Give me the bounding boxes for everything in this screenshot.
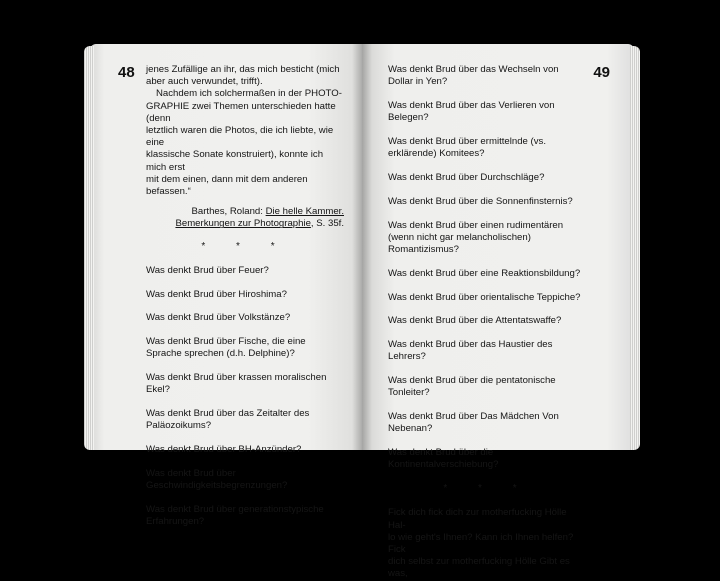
quote-line: jenes Zufällige an ihr, das mich besticht (mich	[146, 64, 340, 75]
quote-line: letztlich waren die Photos, die ich liebte, wie eine	[146, 125, 334, 149]
quote-line: klassische Sonate konstruiert), konnte ich mich erst	[146, 149, 324, 173]
question: Was denkt Brud über das Wechseln von Dollar in Yen?	[388, 64, 559, 88]
quote-line: Nachdem ich solchermaßen in der PHOTO-	[156, 88, 342, 100]
page-number-left: 48	[118, 64, 135, 81]
page-edges-right	[630, 46, 640, 450]
section-separator: * * *	[201, 240, 289, 252]
closing-paragraph	[388, 507, 586, 580]
page-number-right: 49	[593, 64, 610, 81]
closing-line: Fick dich fick dich zur motherfucking Hölle Hal-	[388, 507, 567, 531]
question: Was denkt Brud über ermittelnde (vs. erklärende) Komitees?	[388, 136, 547, 160]
citation-author: Barthes, Roland:	[191, 206, 266, 218]
closing-line: lo wie geht's Ihnen? Kann ich Ihnen helfen? Fick	[388, 531, 574, 555]
question: Was denkt Brud über das Verlieren von Belegen?	[388, 100, 555, 124]
question: Was denkt Brud über die Kontinentalverschiebung?	[388, 447, 499, 471]
book-gutter	[352, 44, 372, 450]
question: Was denkt Brud über die pentatonische Tonleiter?	[388, 375, 556, 399]
citation-subtitle: Bemerkungen zur Photographie	[175, 218, 311, 230]
question: Was denkt Brud über Hiroshima?	[146, 288, 287, 300]
question: Was denkt Brud über einen rudimentären (wenn nicht gar melancholischen) Romantizismus?	[388, 219, 564, 255]
quote-line: mit dem einen, dann mit dem anderen befassen.“	[146, 173, 308, 198]
quote-line: aber auch verwundet, trifft).	[146, 76, 263, 88]
right-page-text	[388, 64, 586, 581]
question: Was denkt Brud über Durchschläge?	[388, 172, 545, 183]
question: Was denkt Brud über das Haustier des Lehrers?	[388, 339, 553, 363]
open-book	[90, 44, 634, 580]
question: Was denkt Brud über Feuer?	[146, 264, 269, 276]
citation-title: Die helle Kammer.	[265, 206, 344, 218]
question: Was denkt Brud über das Zeitalter des Paläozoikums?	[146, 408, 310, 432]
question: Was denkt Brud über eine Reaktionsbildung?	[388, 267, 581, 279]
question: Was denkt Brud über die Attentatswaffe?	[388, 315, 562, 327]
question: Was denkt Brud über Geschwindigkeitsbegrenzungen?	[146, 468, 288, 492]
question: Was denkt Brud über generationstypische Erfahrungen?	[146, 504, 324, 528]
quote-line: GRAPHIE zwei Themen unterschieden hatte (denn	[146, 100, 336, 124]
section-separator: * * *	[443, 483, 531, 495]
question: Was denkt Brud über Das Mädchen Von Nebenan?	[388, 411, 559, 435]
question: Was denkt Brud über BH-Anzünder?	[146, 444, 302, 456]
citation-pages: , S. 35f.	[310, 218, 344, 230]
question: Was denkt Brud über orientalische Teppiche?	[388, 291, 581, 303]
citation	[146, 206, 344, 230]
page-edges-left	[84, 46, 94, 450]
quote-block	[146, 64, 344, 198]
question: Was denkt Brud über krassen moralischen Ekel?	[146, 372, 327, 396]
right-page	[362, 44, 634, 580]
closing-line: dich selbst zur motherfucking Hölle Gibt es was,	[388, 556, 570, 580]
question: Was denkt Brud über Volkstänze?	[146, 312, 291, 324]
left-page	[90, 44, 362, 528]
left-page-text	[146, 64, 344, 540]
question: Was denkt Brud über die Sonnenfinsternis?	[388, 195, 573, 207]
question: Was denkt Brud über Fische, die eine Sprache sprechen (d.h. Delphine)?	[146, 336, 306, 360]
